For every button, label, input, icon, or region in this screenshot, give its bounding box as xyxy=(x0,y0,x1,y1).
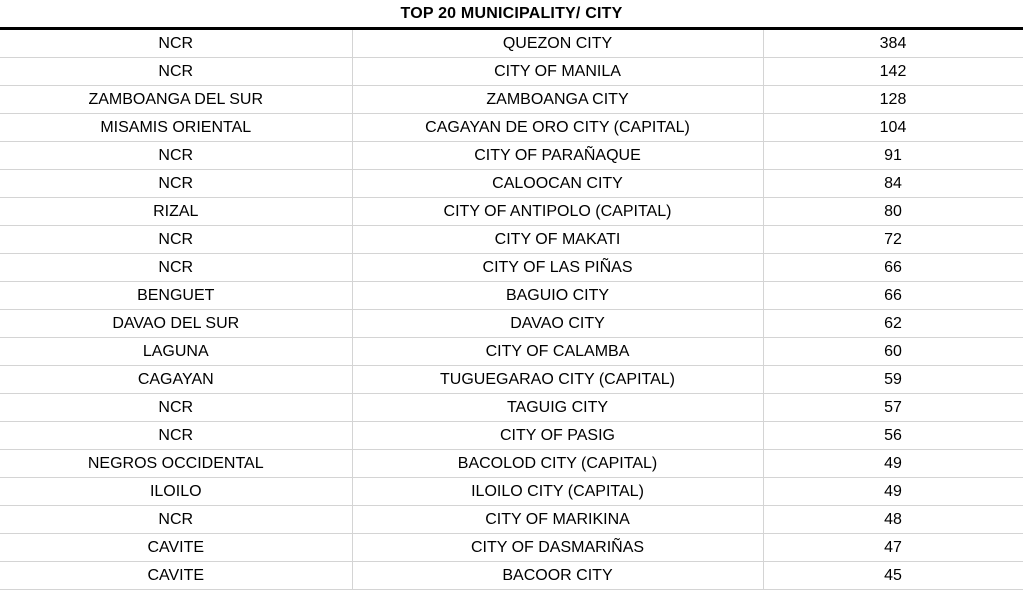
table-title: TOP 20 MUNICIPALITY/ CITY xyxy=(0,0,1023,30)
count-cell[interactable]: 62 xyxy=(763,310,1023,338)
table-row xyxy=(0,226,1023,254)
province-cell[interactable]: LAGUNA xyxy=(0,338,352,366)
city-cell[interactable]: CITY OF CALAMBA xyxy=(352,338,763,366)
city-cell[interactable]: ILOILO CITY (CAPITAL) xyxy=(352,478,763,506)
count-cell[interactable]: 104 xyxy=(763,114,1023,142)
province-cell[interactable]: NCR xyxy=(0,170,352,198)
province-cell[interactable]: MISAMIS ORIENTAL xyxy=(0,114,352,142)
city-cell[interactable]: DAVAO CITY xyxy=(352,310,763,338)
table-row xyxy=(0,562,1023,590)
count-cell[interactable]: 49 xyxy=(763,450,1023,478)
count-cell[interactable]: 91 xyxy=(763,142,1023,170)
province-cell[interactable]: CAVITE xyxy=(0,562,352,590)
province-cell[interactable]: NCR xyxy=(0,394,352,422)
city-cell[interactable]: CITY OF PASIG xyxy=(352,422,763,450)
province-cell[interactable]: ZAMBOANGA DEL SUR xyxy=(0,86,352,114)
table-row xyxy=(0,142,1023,170)
table-body xyxy=(0,30,1023,590)
count-cell[interactable]: 60 xyxy=(763,338,1023,366)
city-cell[interactable]: ZAMBOANGA CITY xyxy=(352,86,763,114)
province-cell[interactable]: NCR xyxy=(0,30,352,58)
count-cell[interactable]: 56 xyxy=(763,422,1023,450)
count-cell[interactable]: 384 xyxy=(763,30,1023,58)
count-cell[interactable]: 47 xyxy=(763,534,1023,562)
city-cell[interactable]: CALOOCAN CITY xyxy=(352,170,763,198)
table-row xyxy=(0,534,1023,562)
table-row xyxy=(0,86,1023,114)
count-cell[interactable]: 59 xyxy=(763,366,1023,394)
city-cell[interactable]: QUEZON CITY xyxy=(352,30,763,58)
count-cell[interactable]: 72 xyxy=(763,226,1023,254)
table-row xyxy=(0,478,1023,506)
city-cell[interactable]: CITY OF DASMARIÑAS xyxy=(352,534,763,562)
count-cell[interactable]: 128 xyxy=(763,86,1023,114)
city-cell[interactable]: TAGUIG CITY xyxy=(352,394,763,422)
count-cell[interactable]: 49 xyxy=(763,478,1023,506)
table-row xyxy=(0,170,1023,198)
city-cell[interactable]: CITY OF MAKATI xyxy=(352,226,763,254)
province-cell[interactable]: CAGAYAN xyxy=(0,366,352,394)
table-row xyxy=(0,310,1023,338)
city-cell[interactable]: CITY OF MARIKINA xyxy=(352,506,763,534)
city-cell[interactable]: CAGAYAN DE ORO CITY (CAPITAL) xyxy=(352,114,763,142)
province-cell[interactable]: NEGROS OCCIDENTAL xyxy=(0,450,352,478)
province-cell[interactable]: CAVITE xyxy=(0,534,352,562)
count-cell[interactable]: 142 xyxy=(763,58,1023,86)
table-row xyxy=(0,450,1023,478)
city-cell[interactable]: CITY OF LAS PIÑAS xyxy=(352,254,763,282)
city-cell[interactable]: BACOLOD CITY (CAPITAL) xyxy=(352,450,763,478)
city-cell[interactable]: CITY OF ANTIPOLO (CAPITAL) xyxy=(352,198,763,226)
city-cell[interactable]: CITY OF MANILA xyxy=(352,58,763,86)
count-cell[interactable]: 45 xyxy=(763,562,1023,590)
table-row xyxy=(0,198,1023,226)
count-cell[interactable]: 48 xyxy=(763,506,1023,534)
province-cell[interactable]: RIZAL xyxy=(0,198,352,226)
count-cell[interactable]: 66 xyxy=(763,254,1023,282)
province-cell[interactable]: NCR xyxy=(0,58,352,86)
table-row xyxy=(0,254,1023,282)
table-row xyxy=(0,30,1023,58)
table-row xyxy=(0,394,1023,422)
table-row xyxy=(0,422,1023,450)
table-row xyxy=(0,114,1023,142)
table-row xyxy=(0,282,1023,310)
province-cell[interactable]: NCR xyxy=(0,226,352,254)
count-cell[interactable]: 80 xyxy=(763,198,1023,226)
province-cell[interactable]: ILOILO xyxy=(0,478,352,506)
table-row xyxy=(0,366,1023,394)
province-cell[interactable]: DAVAO DEL SUR xyxy=(0,310,352,338)
province-cell[interactable]: BENGUET xyxy=(0,282,352,310)
table-row xyxy=(0,338,1023,366)
data-table xyxy=(0,30,1023,590)
city-cell[interactable]: CITY OF PARAÑAQUE xyxy=(352,142,763,170)
count-cell[interactable]: 66 xyxy=(763,282,1023,310)
province-cell[interactable]: NCR xyxy=(0,254,352,282)
city-cell[interactable]: TUGUEGARAO CITY (CAPITAL) xyxy=(352,366,763,394)
province-cell[interactable]: NCR xyxy=(0,422,352,450)
count-cell[interactable]: 57 xyxy=(763,394,1023,422)
province-cell[interactable]: NCR xyxy=(0,142,352,170)
table-row xyxy=(0,506,1023,534)
city-cell[interactable]: BAGUIO CITY xyxy=(352,282,763,310)
province-cell[interactable]: NCR xyxy=(0,506,352,534)
city-cell[interactable]: BACOOR CITY xyxy=(352,562,763,590)
count-cell[interactable]: 84 xyxy=(763,170,1023,198)
table-row xyxy=(0,58,1023,86)
